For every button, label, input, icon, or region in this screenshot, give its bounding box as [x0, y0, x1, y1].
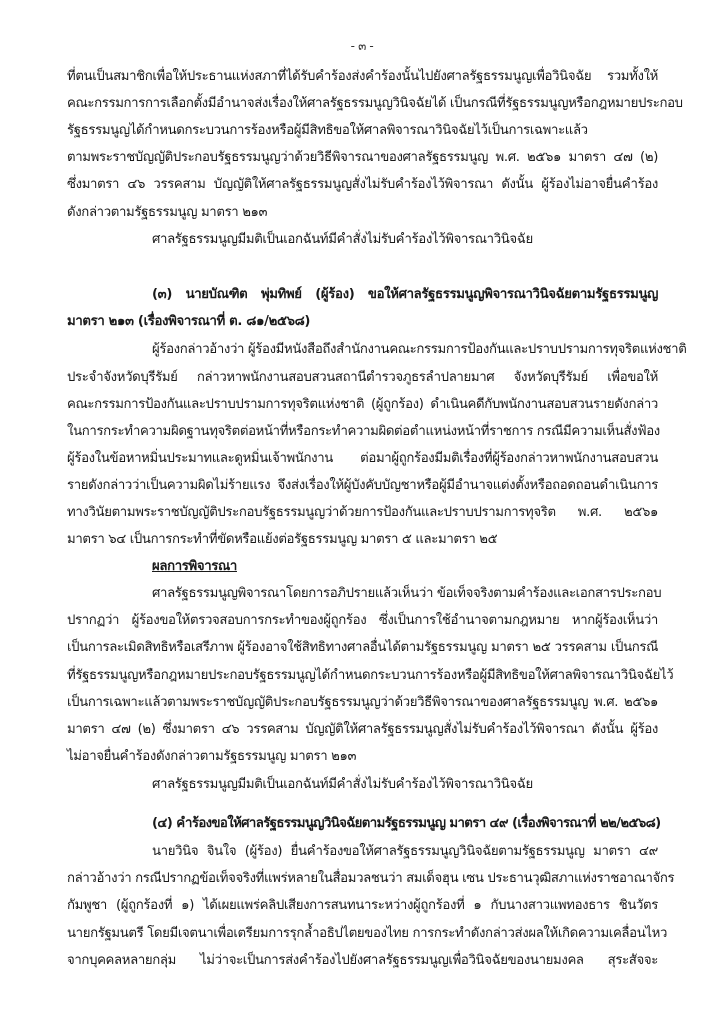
paragraph-line: นายกรัฐมนตรี โดยมีเจตนาเพื่อเตรียมการรุกล้ำอธิปไตยของไทย การกระทำดังกล่าวส่งผลให้เกิดความเคลื่อนไหว	[67, 926, 668, 941]
paragraph-line: ผู้ร้องกล่าวอ้างว่า ผู้ร้องมีหนังสือถึงสำนักงานคณะกรรมการป้องกันและปราบปรามการทุจริตแห่งชาติ	[152, 342, 687, 357]
paragraph-line: ศาลรัฐธรรมนูญพิจารณาโดยการอภิปรายแล้วเห็นว่า ข้อเท็จจริงตามคำร้องและเอกสารประกอบ	[152, 586, 662, 601]
result-heading: ผลการพิจารณา	[152, 559, 237, 574]
court-resolution: ศาลรัฐธรรมนูญมีมติเป็นเอกฉันท์มีคำสั่งไม่รับคำร้องไว้พิจารณาวินิจฉัย	[152, 232, 533, 247]
paragraph-line: ปรากฏว่า ผู้ร้องขอให้ตรวจสอบการกระทำของผู้ถูกร้อง ซึ่งเป็นการใช้อำนาจตามกฎหมาย หากผู้ร้องเห็นว่า	[67, 613, 658, 628]
paragraph-line: มาตรา ๖๔ เป็นการกระทำที่ขัดหรือแย้งต่อรัฐธรรมนูญ มาตรา ๕ และมาตรา ๒๕	[67, 532, 498, 547]
court-resolution: ศาลรัฐธรรมนูญมีมติเป็นเอกฉันท์มีคำสั่งไม่รับคำร้องไว้พิจารณาวินิจฉัย	[152, 777, 533, 792]
section-3-heading: (๓) นายบัณฑิต พุ่มทิพย์ (ผู้ร้อง) ขอให้ศาลรัฐธรรมนูญพิจารณาวินิจฉัยตามรัฐธรรมนูญ	[152, 287, 658, 302]
paragraph-line: ทางวินัยตามพระราชบัญญัติประกอบรัฐธรรมนูญว่าด้วยการป้องกันและปราบปรามการทุจริต พ.ศ. ๒๕๖๑	[67, 505, 658, 520]
paragraph-line: ประจำจังหวัดบุรีรัมย์ กล่าวหาพนักงานสอบสวนสถานีตำรวจภูธรลำปลายมาศ จังหวัดบุรีรัมย์ เพื่อขอให้	[67, 370, 658, 385]
paragraph-line: คณะกรรมการป้องกันและปราบปรามการทุจริตแห่งชาติ (ผู้ถูกร้อง) ดำเนินคดีกับพนักงานสอบสวนรายดังกล่าว	[67, 397, 658, 412]
paragraph-line: ตามพระราชบัญญัติประกอบรัฐธรรมนูญว่าด้วยวิธีพิจารณาของศาลรัฐธรรมนูญ พ.ศ. ๒๕๖๑ มาตรา ๔๗ (๒)	[67, 150, 658, 165]
paragraph-line: เป็นการละเมิดสิทธิหรือเสรีภาพ ผู้ร้องอาจใช้สิทธิทางศาลอื่นได้ตามรัฐธรรมนูญ มาตรา ๒๕ วรรคสาม เป็นกรณี	[67, 640, 658, 655]
paragraph-line: ในการกระทำความผิดฐานทุจริตต่อหน้าที่หรือกระทำความผิดต่อตำแหน่งหน้าที่ราชการ กรณีมีความเห็นสั่งฟ้อง	[67, 424, 660, 439]
section-4-heading: (๔) คำร้องขอให้ศาลรัฐธรรมนูญวินิจฉัยตามรัฐธรรมนูญ มาตรา ๔๙ (เรื่องพิจารณาที่ ๒๒/๒๕๖๘)	[152, 816, 661, 831]
paragraph-line: มาตรา ๔๗ (๒) ซึ่งมาตรา ๔๖ วรรคสาม บัญญัติให้ศาลรัฐธรรมนูญสั่งไม่รับคำร้องไว้พิจารณา ดังนั้น ผู้ร้อง	[67, 722, 658, 737]
paragraph-line: นายวินิจ จินใจ (ผู้ร้อง) ยื่นคำร้องขอให้ศาลรัฐธรรมนูญวินิจฉัยตามรัฐธรรมนูญ มาตรา ๔๙	[152, 844, 658, 859]
paragraph-line: รัฐธรรมนูญได้กำหนดกระบวนการร้องหรือผู้มีสิทธิขอให้ศาลพิจารณาวินิจฉัยไว้เป็นการเฉพาะแล้ว	[67, 123, 588, 138]
section-3-heading-cont: มาตรา ๒๑๓ (เรื่องพิจารณาที่ ต. ๘๑/๒๕๖๘)	[67, 314, 311, 329]
paragraph-line: ที่รัฐธรรมนูญหรือกฎหมายประกอบรัฐธรรมนูญได้กำหนดกระบวนการร้องหรือผู้มีสิทธิขอให้ศาลพิจารณาวินิจฉัยไว้	[67, 668, 674, 683]
paragraph-line: กัมพูชา (ผู้ถูกร้องที่ ๑) ได้เผยแพร่คลิปเสียงการสนทนาระหว่างผู้ถูกร้องที่ ๑ กับนางสาวแพทองธาร ชินวัตร	[67, 898, 658, 913]
paragraph-line: ดังกล่าวตามรัฐธรรมนูญ มาตรา ๒๑๓	[67, 205, 268, 220]
paragraph-line: ผู้ร้องในข้อหาหมิ่นประมาทและดูหมิ่นเจ้าพนักงาน ต่อมาผู้ถูกร้องมีมติเรื่องที่ผู้ร้องกล่าวหาพนักงานสอบสวน	[67, 451, 658, 466]
paragraph-line: ที่ตนเป็นสมาชิกเพื่อให้ประธานแห่งสภาที่ได้รับคำร้องส่งคำร้องนั้นไปยังศาลรัฐธรรมนูญเพื่อวินิจฉัย รวมทั้งให้	[67, 69, 658, 84]
paragraph-line: เป็นการเฉพาะแล้วตามพระราชบัญญัติประกอบรัฐธรรมนูญว่าด้วยวิธีพิจารณาของศาลรัฐธรรมนูญ พ.ศ. ๒๕๖๑	[67, 695, 658, 710]
paragraph-line: คณะกรรมการการเลือกตั้งมีอำนาจส่งเรื่องให้ศาลรัฐธรรมนูญวินิจฉัยได้ เป็นกรณีที่รัฐธรรมนูญหรือกฎหมายประกอบ	[67, 96, 683, 111]
paragraph-line: กล่าวอ้างว่า กรณีปรากฏข้อเท็จจริงที่แพร่หลายในสื่อมวลชนว่า สมเด็จฮุน เซน ประธานวุฒิสภาแห่งราชอาณาจักร	[67, 871, 675, 886]
paragraph-line: รายดังกล่าวว่าเป็นความผิดไม่ร้ายแรง จึงส่งเรื่องให้ผู้บังคับบัญชาหรือผู้มีอำนาจแต่งตั้งหรือถอดถอนดำเนินการ	[67, 478, 658, 493]
page-number: - ๓ -	[350, 39, 374, 53]
paragraph-line: ซึ่งมาตรา ๔๖ วรรคสาม บัญญัติให้ศาลรัฐธรรมนูญสั่งไม่รับคำร้องไว้พิจารณา ดังนั้น ผู้ร้องไม่อาจยื่นคำร้อง	[67, 177, 658, 192]
paragraph-line: ไม่อาจยื่นคำร้องดังกล่าวตามรัฐธรรมนูญ มาตรา ๒๑๓	[67, 749, 357, 764]
paragraph-line: จากบุคคลหลายกลุ่ม ไม่ว่าจะเป็นการส่งคำร้องไปยังศาลรัฐธรรมนูญเพื่อวินิจฉัยของนายมงคล สุระสัจจะ	[67, 953, 658, 968]
